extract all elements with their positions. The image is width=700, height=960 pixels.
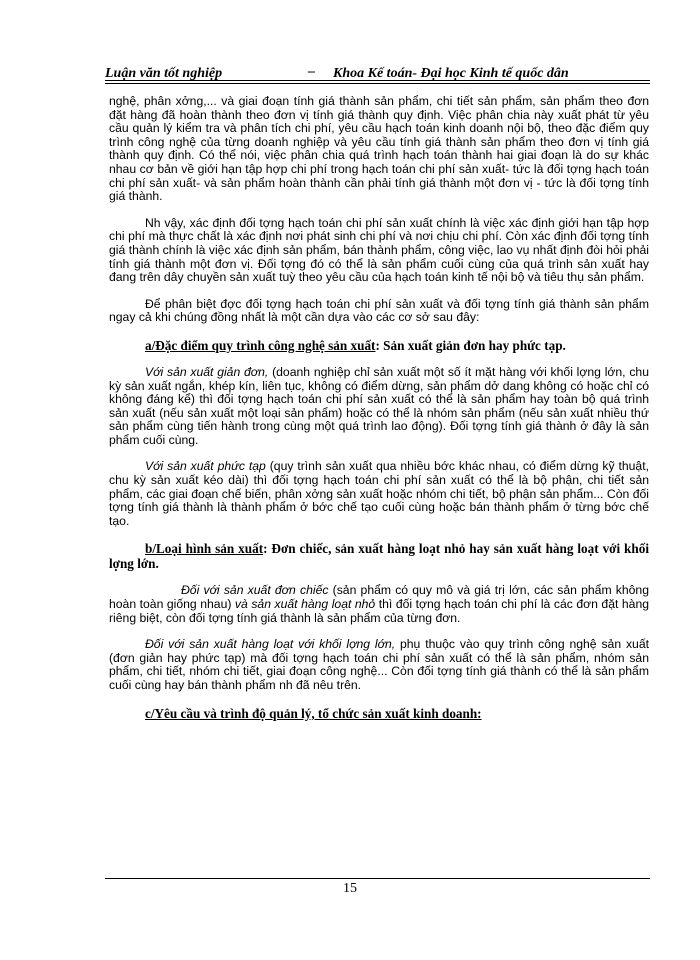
- paragraph-1: nghệ, phân xởng,... và giai đoạn tính giá thành sản phẩm, chi tiết sản phẩm, sản phẩm theo đơn đặt hàng đã hoàn thành theo đơn vị tính giá thành quy định. Việc phân chia này xuất phát từ yêu cầu quản lý kiểm tra và phân tích chi phí, yêu cầu hạch toán kinh doanh nội bộ, theo đặc điểm quy trình công nghệ của từng doanh nghiệp và yêu cầu tính giá thành sản phẩm theo đơn vị tính giá thành quy định. Có thể nói, việc phân chia quá trình hạch toán thành hai giai đoạn là do sự khác nhau cơ bản về giới hạn tập hợp chi phí trong hạch toán chi phí sản xuất- tức là đối tợng hạch toán chi phí sản xuất- và sản phẩm hoàn thành cần phải tính giá thành một đơn vị - tức là đối tợng tính giá thành.: [109, 94, 649, 204]
- running-header: [105, 66, 650, 84]
- heading-a-underlined: a/Đặc điểm quy trình công nghệ sản xuất: [145, 337, 376, 353]
- paragraph-single-order: [109, 584, 649, 625]
- section-heading-c: [109, 706, 649, 721]
- page-number: 15: [343, 881, 357, 896]
- italic-lead: Đối với sản xuất hàng loạt với khối lợng lớn,: [145, 637, 396, 652]
- paragraph-text: (doanh nghiệp chỉ sản xuất một số ít mặt hàng với khối lợng lớn, chu kỳ sản xuất ngắn, khép kín, liên tục, không có điểm dừng, sản phẩm dở dang không có hoặc chỉ có không đáng kể) thì đối tợng hạch toán chi phí sản xuất có thể là sản phẩm hay toàn bộ quá trình sản xuất (nếu sản xuất một loại sản phẩm) hoặc có thể là nhóm sản phẩm (nếu sản xuất nhiều thứ sản phẩm cùng tiến hành trong cùng một quá trình lao động). Đối tợng tính giá thành ở đây là sản phẩm cuối cùng.: [109, 364, 649, 447]
- footer-rule: [105, 878, 650, 879]
- italic-lead: Với sản xuất giản đơn,: [145, 364, 269, 379]
- paragraph-text-end: thì đối tợng hạch toán chi phí là các đơn đặt hàng riêng biệt, còn đối tợng tính giá thành là sản phẩm của từng đơn.: [109, 597, 649, 625]
- section-heading-b: [109, 541, 649, 571]
- paragraph-simple-production: [109, 366, 649, 448]
- paragraph-mass-production: [109, 638, 649, 692]
- heading-a-rest: : Sản xuất giản đơn hay phức tạp.: [375, 337, 566, 353]
- page-body: [109, 95, 649, 734]
- header-faculty: Khoa Kế toán- Đại học Kinh tế quốc dân: [333, 66, 569, 81]
- section-heading-a: [109, 338, 649, 353]
- paragraph-3: Để phân biệt đợc đối tợng hạch toán chi phí sản xuất và đối tợng tính giá thành sản phẩm ngay cả khi chúng đồng nhất là một cần dựa vào các cơ sở sau đây:: [109, 296, 649, 325]
- italic-lead: Đối với sản xuất đơn chiếc: [181, 583, 329, 598]
- heading-c-underlined: c/Yêu cầu và trình độ quản lý, tổ chức sản xuất kinh doanh:: [145, 705, 482, 721]
- italic-lead: Với sản xuất phức tạp: [145, 459, 266, 474]
- paragraph-complex-production: [109, 460, 649, 528]
- header-thesis-title: Luận văn tốt nghiệp: [105, 66, 223, 81]
- italic-inline: và sản xuất hàng loạt nhỏ: [231, 597, 376, 612]
- paragraph-text: phụ thuộc vào quy trình công nghệ sản xuất (đơn giản hay phức tạp) mà đối tợng hạch toán chi phí sản xuất có thể là sản phẩm, nhóm sản phẩm, chi tiết, nhóm chi tiết, giai đoạn công nghệ... Còn đối tợng tính giá thành có thể là sản phẩm cuối cùng hay bán thành phẩm nh đã nêu trên.: [109, 637, 649, 692]
- header-dash: –: [308, 64, 315, 79]
- heading-b-underlined: b/Loại hình sản xuất: [145, 541, 264, 557]
- paragraph-text: (sản phẩm có quy mô và giá trị lớn, các sản phẩm không hoàn toàn giống nhau): [109, 583, 649, 612]
- paragraph-text: (quy trình sản xuất qua nhiều bớc khác nhau, có điểm dừng kỹ thuật, chu kỳ sản xuất kéo dài) thì đối tợng hạch toán chi phí sản xuất có thể là bộ phận, chi tiết sản phẩm, các giai đoạn chế biến, phân xởng sản xuất hoặc nhóm chi tiết, bộ phận sản phẩm... Còn đối tợng tính giá thành là thành phẩm ở bớc chế tạo cuối cùng hoặc bán thành phẩm ở từng bớc chế tạo.: [109, 459, 649, 528]
- header-rule-second: [105, 83, 650, 84]
- header-rule-thin: [105, 80, 650, 81]
- heading-b-rest: : Đơn chiếc, sản xuất hàng loạt nhỏ hay sản xuất hàng loạt với khối lợng lớn.: [109, 541, 649, 572]
- paragraph-2: Nh vậy, xác định đối tợng hạch toán chi phí sản xuất chính là việc xác định giới hạn tập hợp chi phí mà thực chất là xác định nơi phát sinh chi phí và nơi chịu chi phí. Còn xác định đối tợng tính giá thành chính là việc xác định sản phẩm, bán thành phẩm, công việc, lao vụ nhất định đòi hỏi phải tính giá thành một đơn vị. Đối tợng đó có thể là sản phẩm cuối cùng của quá trình sản xuất hay đang trên dây chuyền sản xuất tuỳ theo yêu cầu của hạch toán kinh tế nội bộ và tiêu thụ sản phẩm.: [109, 215, 649, 285]
